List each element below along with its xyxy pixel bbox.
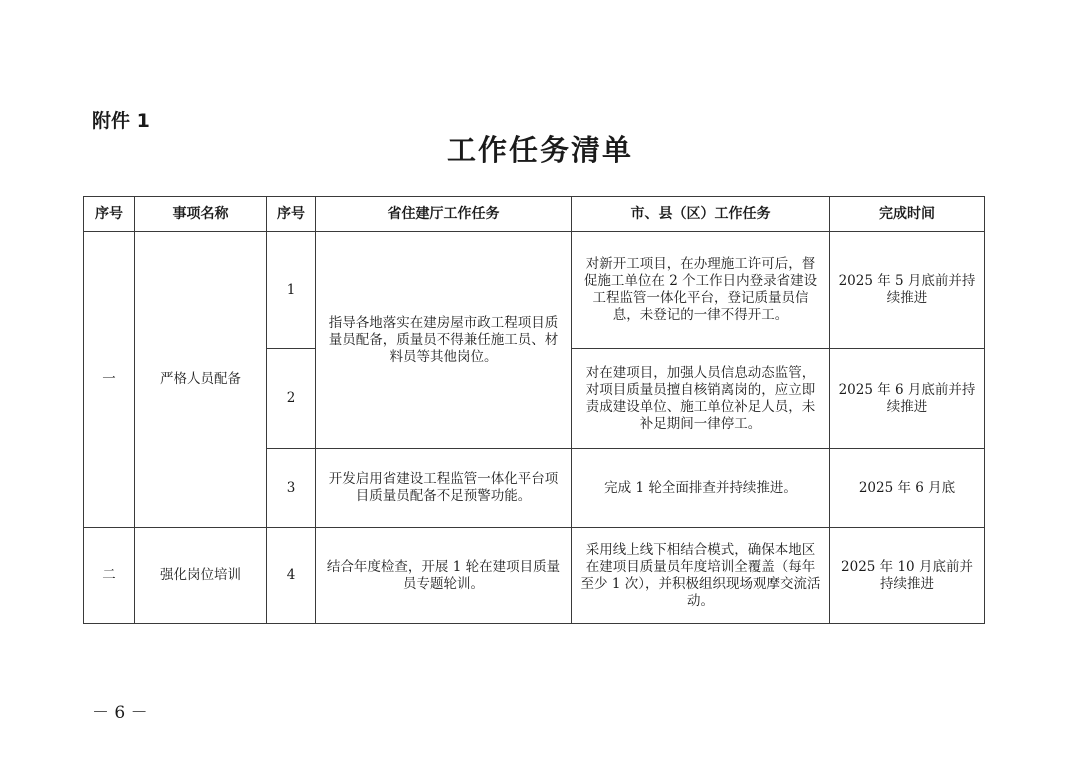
table-row bbox=[84, 232, 985, 349]
item-name-cell: 严格人员配备 bbox=[135, 232, 267, 528]
column-header-task-no: 序号 bbox=[267, 197, 316, 232]
column-header-city-task: 市、县（区）工作任务 bbox=[572, 197, 830, 232]
table-row bbox=[84, 528, 985, 624]
table-header-row bbox=[84, 197, 985, 232]
task-no-cell: 3 bbox=[267, 449, 316, 528]
document-title: 工作任务清单 bbox=[446, 133, 633, 167]
city-task-cell: 完成 1 轮全面排查并持续推进。 bbox=[572, 449, 830, 528]
province-task-cell: 指导各地落实在建房屋市政工程项目质量员配备，质量员不得兼任施工员、材料员等其他岗位。 bbox=[316, 232, 572, 449]
task-no-cell: 1 bbox=[267, 232, 316, 349]
item-name-cell: 强化岗位培训 bbox=[135, 528, 267, 624]
deadline-cell: 2025 年 5 月底前并持续推进 bbox=[830, 232, 985, 349]
deadline-cell: 2025 年 6 月底 bbox=[830, 449, 985, 528]
column-header-item-name: 事项名称 bbox=[135, 197, 267, 232]
task-table bbox=[83, 196, 985, 624]
attachment-label: 附件 1 bbox=[92, 110, 150, 132]
deadline-cell: 2025 年 6 月底前并持续推进 bbox=[830, 349, 985, 449]
city-task-cell: 采用线上线下相结合模式，确保本地区在建项目质量员年度培训全覆盖（每年至少 1 次），并积极组织现场观摩交流活动。 bbox=[572, 528, 830, 624]
group-index-cell: 一 bbox=[84, 232, 135, 528]
column-header-deadline: 完成时间 bbox=[830, 197, 985, 232]
column-header-province-task: 省住建厅工作任务 bbox=[316, 197, 572, 232]
city-task-cell: 对在建项目，加强人员信息动态监管，对项目质量员擅自核销离岗的，应立即责成建设单位、施工单位补足人员，未补足期间一律停工。 bbox=[572, 349, 830, 449]
page-number: － 6 － bbox=[92, 703, 148, 723]
deadline-cell: 2025 年 10 月底前并持续推进 bbox=[830, 528, 985, 624]
task-no-cell: 2 bbox=[267, 349, 316, 449]
province-task-cell: 结合年度检查，开展 1 轮在建项目质量员专题轮训。 bbox=[316, 528, 572, 624]
column-header-group-no: 序号 bbox=[84, 197, 135, 232]
group-index-cell: 二 bbox=[84, 528, 135, 624]
city-task-cell: 对新开工项目，在办理施工许可后，督促施工单位在 2 个工作日内登录省建设工程监管一体化平台，登记质量员信息，未登记的一律不得开工。 bbox=[572, 232, 830, 349]
province-task-cell: 开发启用省建设工程监管一体化平台项目质量员配备不足预警功能。 bbox=[316, 449, 572, 528]
task-no-cell: 4 bbox=[267, 528, 316, 624]
